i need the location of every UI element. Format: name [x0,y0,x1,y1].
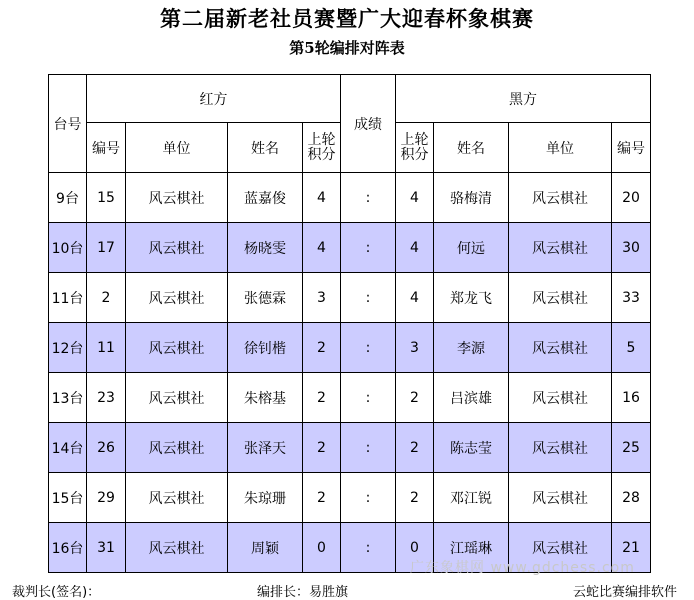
red-no-cell: 29 [87,473,126,523]
result-cell: : [341,273,396,323]
red-unit-cell: 风云棋社 [126,273,228,323]
table-row [49,373,651,423]
black-score-cell: 4 [396,223,434,273]
header-result: 成绩 [341,75,396,173]
black-score-cell: 4 [396,173,434,223]
black-name-cell: 李源 [434,323,509,373]
black-name-cell: 吕滨雄 [434,373,509,423]
table-row [49,473,651,523]
red-score-cell: 0 [303,523,341,573]
black-unit-cell: 风云棋社 [509,323,612,373]
page-title: 第二届新老社员赛暨广大迎春杯象棋赛 [160,6,534,31]
header-black-name: 姓名 [434,123,509,173]
black-no-cell: 28 [612,473,651,523]
header-red-unit: 单位 [126,123,228,173]
black-score-cell: 4 [396,273,434,323]
table-row [49,173,651,223]
header-black-prev-score: 上轮积分 [396,123,434,173]
black-name-cell: 邓江锐 [434,473,509,523]
red-name-cell: 张泽天 [228,423,303,473]
black-unit-cell: 风云棋社 [509,523,612,573]
red-name-cell: 朱琼珊 [228,473,303,523]
black-name-cell: 江瑶琳 [434,523,509,573]
black-name-cell: 何远 [434,223,509,273]
result-cell: : [341,223,396,273]
black-name-cell: 郑龙飞 [434,273,509,323]
black-no-cell: 16 [612,373,651,423]
black-unit-cell: 风云棋社 [509,373,612,423]
result-cell: : [341,373,396,423]
table-row [49,423,651,473]
black-no-cell: 25 [612,423,651,473]
black-no-cell: 30 [612,223,651,273]
red-name-cell: 蓝嘉俊 [228,173,303,223]
black-score-cell: 3 [396,323,434,373]
red-unit-cell: 风云棋社 [126,423,228,473]
red-name-cell: 周颖 [228,523,303,573]
board-cell: 9台 [49,173,87,223]
red-name-cell: 张德霖 [228,273,303,323]
red-no-cell: 15 [87,173,126,223]
red-score-cell: 4 [303,223,341,273]
table-row [49,223,651,273]
red-score-cell: 3 [303,273,341,323]
black-no-cell: 33 [612,273,651,323]
header-red-side: 红方 [87,75,341,123]
black-unit-cell: 风云棋社 [509,173,612,223]
red-name-cell: 徐钊楷 [228,323,303,373]
result-cell: : [341,473,396,523]
black-unit-cell: 风云棋社 [509,223,612,273]
header-board: 台号 [49,75,87,173]
red-score-cell: 2 [303,423,341,473]
black-no-cell: 5 [612,323,651,373]
red-no-cell: 23 [87,373,126,423]
header-black-side: 黑方 [396,75,651,123]
red-no-cell: 11 [87,323,126,373]
board-cell: 14台 [49,423,87,473]
result-cell: : [341,523,396,573]
result-cell: : [341,423,396,473]
black-name-cell: 骆梅清 [434,173,509,223]
red-no-cell: 17 [87,223,126,273]
red-name-cell: 朱榕基 [228,373,303,423]
watermark: 广东象棋网 www.gdchess.com [410,560,635,576]
header-black-unit: 单位 [509,123,612,173]
result-cell: : [341,323,396,373]
table-row [49,273,651,323]
black-no-cell: 20 [612,173,651,223]
header-red-no: 编号 [87,123,126,173]
board-cell: 10台 [49,223,87,273]
red-no-cell: 2 [87,273,126,323]
board-cell: 12台 [49,323,87,373]
footer-arranger: 编排长：易胜旗 [257,585,349,600]
pairing-table [48,74,651,573]
black-unit-cell: 风云棋社 [509,273,612,323]
black-name-cell: 陈志莹 [434,423,509,473]
header-black-no: 编号 [612,123,651,173]
red-unit-cell: 风云棋社 [126,173,228,223]
red-unit-cell: 风云棋社 [126,473,228,523]
header-red-name: 姓名 [228,123,303,173]
red-unit-cell: 风云棋社 [126,523,228,573]
result-cell: : [341,173,396,223]
header-red-prev-score: 上轮积分 [303,123,341,173]
red-unit-cell: 风云棋社 [126,223,228,273]
red-unit-cell: 风云棋社 [126,373,228,423]
black-unit-cell: 风云棋社 [509,473,612,523]
black-unit-cell: 风云棋社 [509,423,612,473]
board-cell: 15台 [49,473,87,523]
black-score-cell: 2 [396,423,434,473]
footer-judge-signature: 裁判长(签名)： [12,585,101,600]
board-cell: 11台 [49,273,87,323]
red-unit-cell: 风云棋社 [126,323,228,373]
black-score-cell: 2 [396,373,434,423]
board-cell: 13台 [49,373,87,423]
red-score-cell: 2 [303,473,341,523]
red-score-cell: 4 [303,173,341,223]
black-score-cell: 0 [396,523,434,573]
black-score-cell: 2 [396,473,434,523]
page-subtitle: 第5轮编排对阵表 [289,39,405,57]
footer-software: 云蛇比赛编排软件 [573,585,678,600]
board-cell: 16台 [49,523,87,573]
red-score-cell: 2 [303,373,341,423]
red-name-cell: 杨晓雯 [228,223,303,273]
black-no-cell: 21 [612,523,651,573]
red-no-cell: 26 [87,423,126,473]
red-score-cell: 2 [303,323,341,373]
table-row [49,323,651,373]
red-no-cell: 31 [87,523,126,573]
